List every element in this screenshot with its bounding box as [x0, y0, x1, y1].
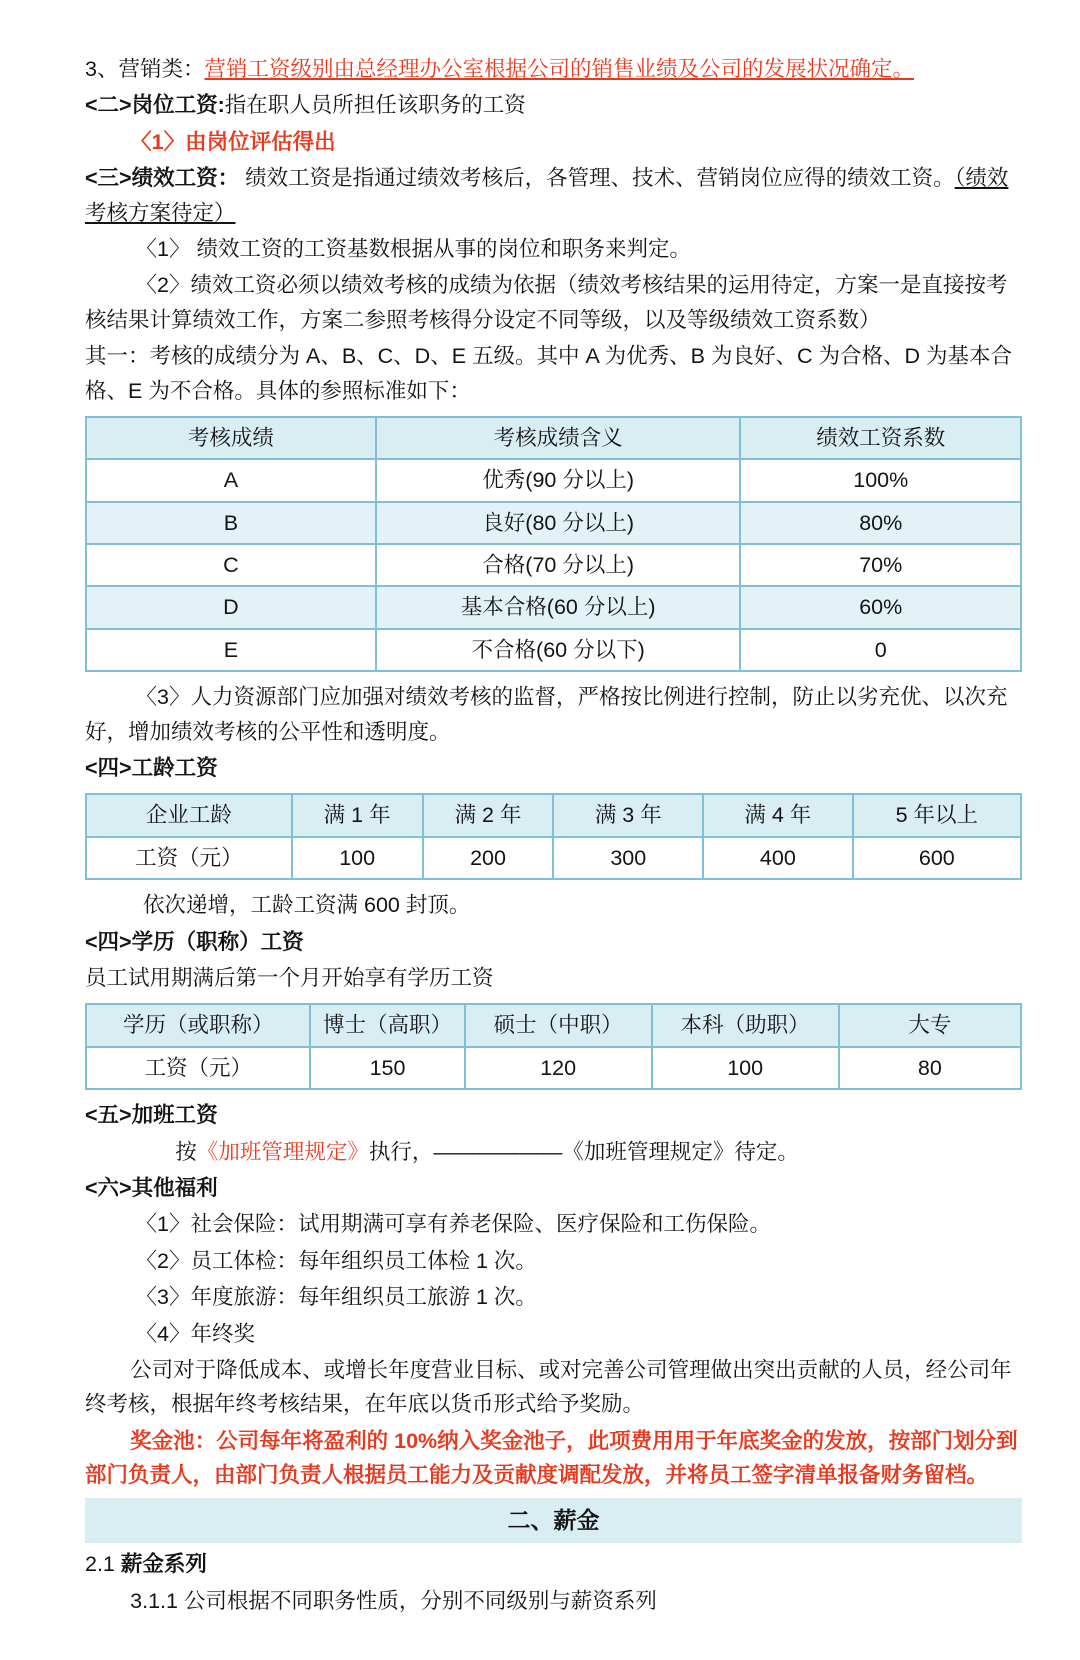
table-cell: 100: [652, 1047, 839, 1089]
paragraph-bonus-pool: 奖金池：公司每年将盈利的 10%纳入奖金池子，此项费用用于年底奖金的发放，按部门划分到部门负责人，由部门负责人根据员工能力及贡献度调配发放，并将员工签字清单报备财务留档。: [85, 1428, 1018, 1488]
table-cell: E: [86, 629, 376, 671]
table-cell: 120: [465, 1047, 652, 1089]
performance-grade-table: [85, 416, 1022, 672]
table-row: [86, 459, 1021, 501]
table-cell: 合格(70 分以上): [376, 544, 741, 586]
overtime-rest: 执行，——————《加班管理规定》待定。: [368, 1139, 799, 1164]
table-header-cell: 满 4 年: [703, 794, 853, 836]
table-cell: 70%: [740, 544, 1021, 586]
paragraph-performance-1: 〈1〉 绩效工资的工资基数根据从事的岗位和职务来判定。: [135, 236, 691, 261]
paragraph-performance-2: 〈2〉绩效工资必须以绩效考核的成绩为依据（绩效考核结果的运用待定，方案一是直接按考核结果计算绩效工作，方案二参照考核得分设定不同等级，以及等级绩效工资系数）: [85, 273, 1008, 332]
paragraph-overtime: [85, 1135, 1022, 1169]
table-header-cell: 绩效工资系数: [740, 417, 1021, 459]
education-salary-table: [85, 1003, 1022, 1090]
table-row: [86, 629, 1021, 671]
table-header-row: [86, 794, 1021, 836]
overtime-regulation-red: 《加班管理规定》: [196, 1139, 369, 1164]
table-cell: 工资（元）: [86, 1047, 310, 1089]
table-row: [86, 837, 1021, 879]
paragraph-marketing-class: [85, 52, 1022, 86]
table-cell: 60%: [740, 586, 1021, 628]
paragraph-education-intro: 员工试用期满后第一个月开始享有学历工资: [85, 965, 494, 990]
table-row: [86, 1047, 1021, 1089]
paragraph-welfare-bonus: 〈4〉年终奖: [135, 1321, 255, 1346]
post-salary-desc: 指在职人员所担任该职务的工资: [224, 93, 526, 118]
marketing-red-note: 营销工资级别由总经理办公室根据公司的销售业绩及公司的发展状况确定。: [204, 57, 914, 81]
performance-desc: 绩效工资是指通过绩效考核后，各管理、技术、营销岗位应得的绩效工资。: [239, 166, 955, 191]
table-cell: 100%: [740, 459, 1021, 501]
table-cell: 0: [740, 629, 1021, 671]
salary-series-number: 2.1: [85, 1552, 121, 1577]
table-cell: 80%: [740, 502, 1021, 544]
heading-other-welfare: <六>其他福利: [85, 1175, 218, 1200]
table-cell: 80: [839, 1047, 1021, 1089]
table-header-cell: 考核成绩含义: [376, 417, 741, 459]
paragraph-salary-series-heading: [85, 1547, 1022, 1581]
marketing-prefix: 3、营销类：: [85, 57, 205, 81]
paragraph-performance-3: 〈3〉人力资源部门应加强对绩效考核的监督，严格按比例进行控制，防止以劣充优、以次充好，增加绩效考核的公平性和透明度。: [85, 685, 1008, 744]
paragraph-yearend-award: 公司对于降低成本、或增长年度营业目标、或对完善公司管理做出突出贡献的人员，经公司年终考核，根据年终考核结果，在年底以货币形式给予奖励。: [85, 1357, 1012, 1417]
table-cell: B: [86, 502, 376, 544]
performance-heading: <三>绩效工资：: [85, 166, 240, 191]
post-salary-heading: <二>岗位工资:: [85, 93, 225, 118]
table-cell: 100: [292, 837, 423, 879]
table-header-cell: 博士（高职）: [310, 1004, 464, 1046]
table-header-cell: 学历（或职称）: [86, 1004, 310, 1046]
table-header-row: [86, 417, 1021, 459]
salary-series-title: 薪金系列: [120, 1552, 207, 1577]
table-cell: 150: [310, 1047, 464, 1089]
table-cell: A: [86, 459, 376, 501]
table-cell: 600: [853, 837, 1021, 879]
paragraph-welfare-insurance: 〈1〉社会保险：试用期满可享有养老保险、医疗保险和工伤保险。: [135, 1212, 771, 1237]
table-row: [86, 544, 1021, 586]
table-row: [86, 502, 1021, 544]
heading-overtime-salary: <五>加班工资: [85, 1103, 218, 1128]
table-header-cell: 满 1 年: [292, 794, 423, 836]
performance-pending-note: （绩效考核方案待定）: [85, 166, 1009, 225]
table-cell: 不合格(60 分以下): [376, 629, 741, 671]
table-cell: 良好(80 分以上): [376, 502, 741, 544]
paragraph-salary-series-desc: 3.1.1 公司根据不同职务性质，分别不同级别与薪资系列: [130, 1588, 657, 1613]
table-cell: D: [86, 586, 376, 628]
table-cell: 200: [423, 837, 554, 879]
paragraph-post-salary: [85, 88, 1022, 122]
table-row: [86, 586, 1021, 628]
table-header-cell: 考核成绩: [86, 417, 376, 459]
heading-seniority-salary: <四>工龄工资: [85, 756, 218, 781]
paragraph-welfare-checkup: 〈2〉员工体检：每年组织员工体检 1 次。: [135, 1248, 537, 1273]
table-header-cell: 硕士（中职）: [465, 1004, 652, 1046]
table-header-cell: 满 2 年: [423, 794, 554, 836]
table-header-cell: 本科（助职）: [652, 1004, 839, 1046]
paragraph-seniority-cap: 依次递增，工龄工资满 600 封顶。: [143, 893, 471, 918]
table-cell: 基本合格(60 分以上): [376, 586, 741, 628]
table-header-cell: 大专: [839, 1004, 1021, 1046]
paragraph-post-eval: 〈1〉由岗位评估得出: [130, 129, 336, 154]
seniority-salary-table: [85, 793, 1022, 880]
paragraph-performance-salary: [85, 161, 1022, 230]
table-cell: 300: [553, 837, 703, 879]
overtime-pre: 按: [175, 1139, 197, 1164]
section-title-salary: 二、薪金: [85, 1498, 1022, 1543]
table-cell: C: [86, 544, 376, 586]
table-cell: 优秀(90 分以上): [376, 459, 741, 501]
table-header-cell: 企业工龄: [86, 794, 292, 836]
table-header-cell: 满 3 年: [553, 794, 703, 836]
paragraph-grade-intro: 其一：考核的成绩分为 A、B、C、D、E 五级。其中 A 为优秀、B 为良好、C 为合格、D 为基本合格、E 为不合格。具体的参照标准如下：: [85, 344, 1012, 403]
paragraph-welfare-travel: 〈3〉年度旅游：每年组织员工旅游 1 次。: [135, 1285, 537, 1310]
table-cell: 工资（元）: [86, 837, 292, 879]
heading-education-salary: <四>学历（职称）工资: [85, 929, 304, 954]
table-cell: 400: [703, 837, 853, 879]
table-header-cell: 5 年以上: [853, 794, 1021, 836]
table-header-row: [86, 1004, 1021, 1046]
